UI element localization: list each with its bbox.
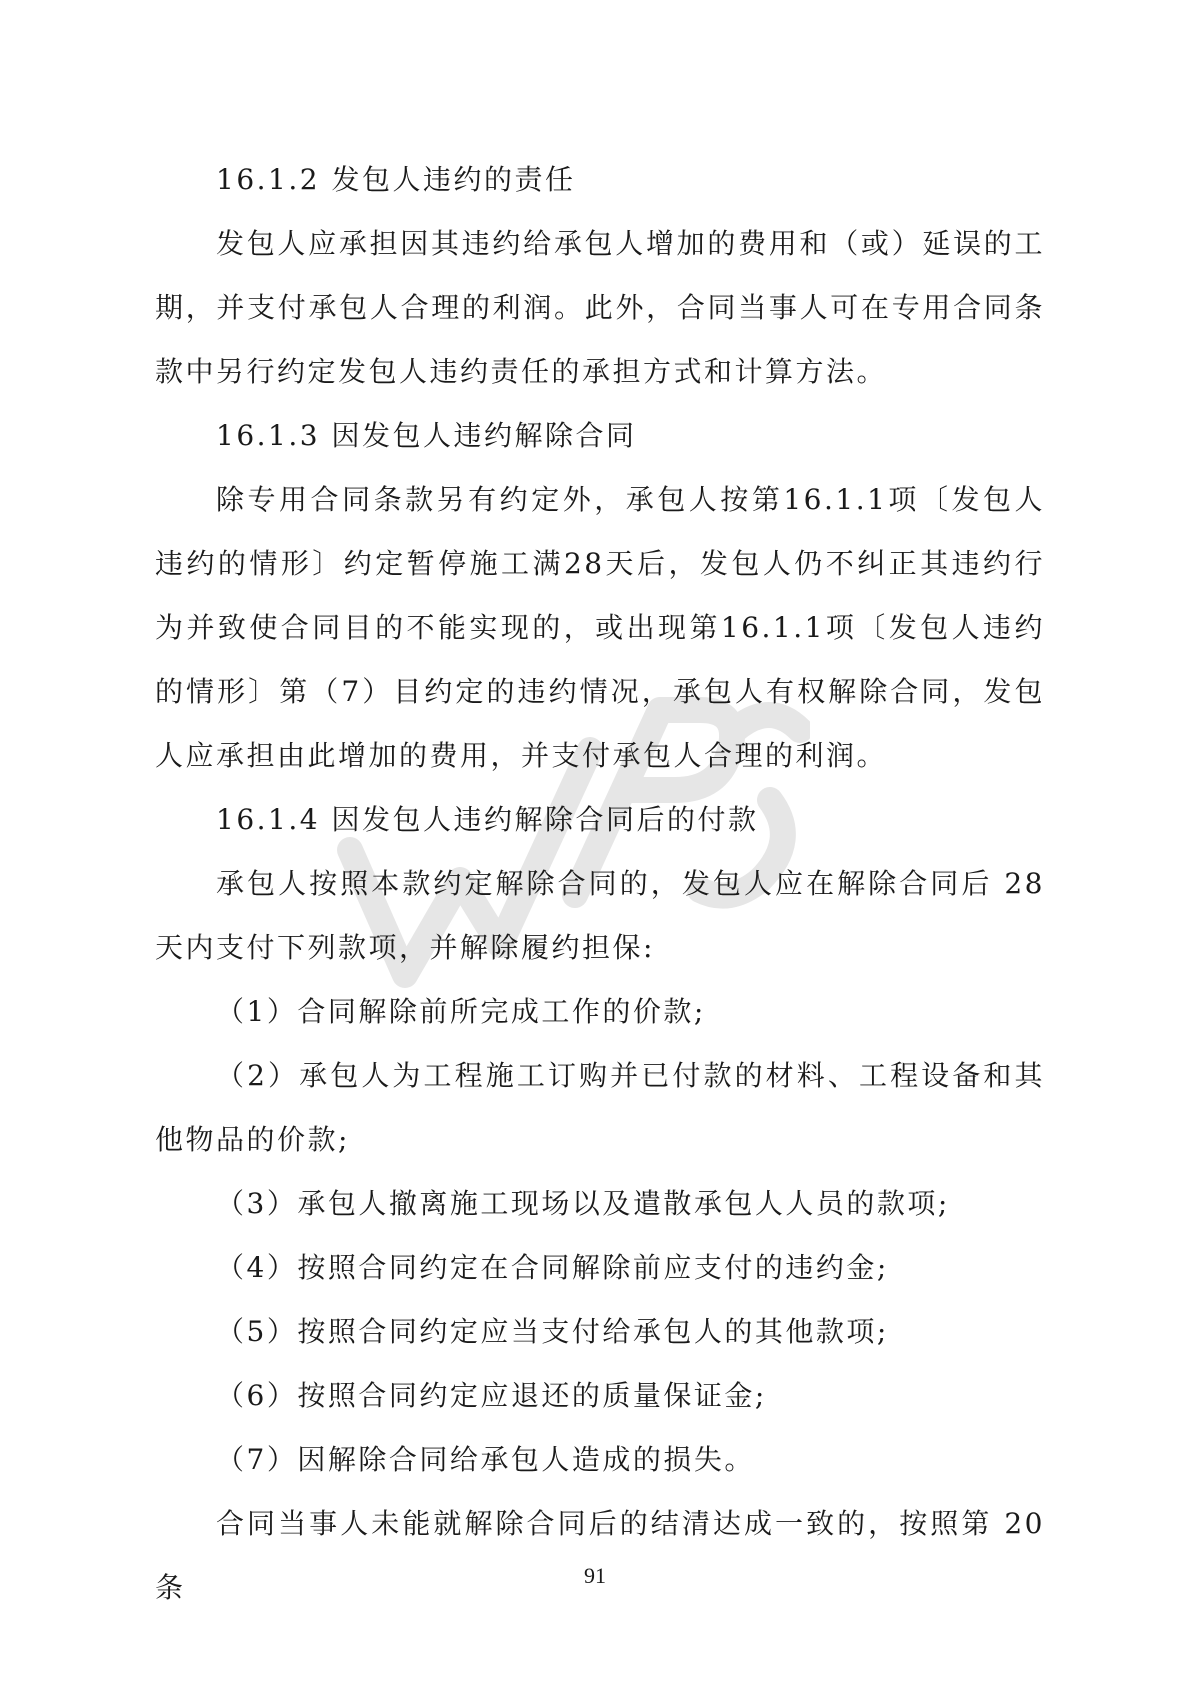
list-item: （2）承包人为工程施工订购并已付款的材料、工程设备和其他物品的价款; (155, 1059, 1045, 1156)
section-heading-16-1-2: 16.1.2 发包人违约的责任 (216, 163, 576, 196)
paragraph: 发包人应承担因其违约给承包人增加的费用和（或）延误的工期，并支付承包人合理的利润。此外，合同当事人可在专用合同条款中另行约定发包人违约责任的承担方式和计算方法。 (155, 227, 1045, 388)
page-number: 91 (584, 1563, 606, 1588)
list-item: （4）按照合同约定在合同解除前应支付的违约金; (216, 1251, 889, 1284)
paragraph: 承包人按照本款约定解除合同的，发包人应在解除合同后 28 天内支付下列款项，并解除履约担保: (155, 867, 1045, 964)
list-item: （3）承包人撤离施工现场以及遣散承包人人员的款项; (216, 1187, 950, 1220)
list-item: （1）合同解除前所完成工作的价款; (216, 995, 706, 1028)
paragraph: 合同当事人未能就解除合同后的结清达成一致的，按照第 20 条 (155, 1507, 1045, 1604)
section-heading-16-1-4: 16.1.4 因发包人违约解除合同后的付款 (216, 803, 759, 836)
document-body (155, 148, 1045, 1620)
list-item: （6）按照合同约定应退还的质量保证金; (216, 1379, 767, 1412)
list-item: （5）按照合同约定应当支付给承包人的其他款项; (216, 1315, 889, 1348)
paragraph: 除专用合同条款另有约定外，承包人按第16.1.1项〔发包人违约的情形〕约定暂停施工满28天后，发包人仍不纠正其违约行为并致使合同目的不能实现的，或出现第16.1.1项〔发包人违约的情形〕第（7）目约定的违约情况，承包人有权解除合同，发包人应承担由此增加的费用，并支付承包人合理的利润。 (155, 483, 1045, 772)
list-item: （7）因解除合同给承包人造成的损失。 (216, 1443, 755, 1476)
section-heading-16-1-3: 16.1.3 因发包人违约解除合同 (216, 419, 637, 452)
